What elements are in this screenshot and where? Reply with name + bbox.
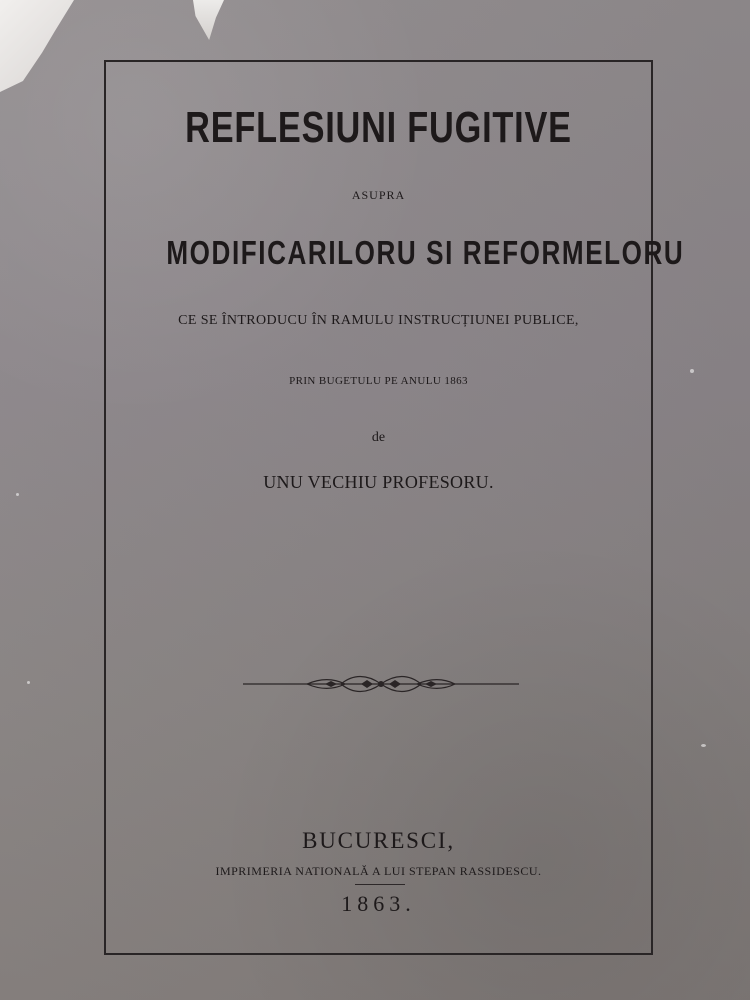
document-by-line: de	[371, 430, 386, 445]
document-title: REFLESIUNI FUGITIVE	[185, 103, 572, 152]
document-budget-line: PRIN BUGETULU PE ANULU 1863	[289, 375, 468, 387]
document-topic-line: CE SE ÎNTRODUCU ÎN RAMULU INSTRUCȚIUNEI PUBLICE,	[178, 313, 579, 328]
ornament-divider	[243, 670, 519, 698]
publication-year: 1863.	[341, 891, 416, 916]
torn-fragment	[193, 0, 224, 40]
paper-speck	[16, 493, 19, 496]
publication-place: BUCURESCI,	[302, 828, 455, 853]
short-divider	[355, 884, 405, 885]
paper-speck	[690, 369, 694, 373]
document-author: UNU VECHIU PROFESORU.	[263, 472, 494, 492]
document-asupra: ASUPRA	[351, 188, 406, 202]
document-subtitle: MODIFICARILORU SI REFORMELORU	[166, 234, 685, 271]
paper-speck	[27, 681, 30, 684]
publisher-line: IMPRIMERIA NATIONALĂ A LUI STEPAN RASSIDESCU.	[215, 864, 542, 878]
paper-speck	[701, 744, 706, 747]
torn-corner	[0, 0, 74, 92]
